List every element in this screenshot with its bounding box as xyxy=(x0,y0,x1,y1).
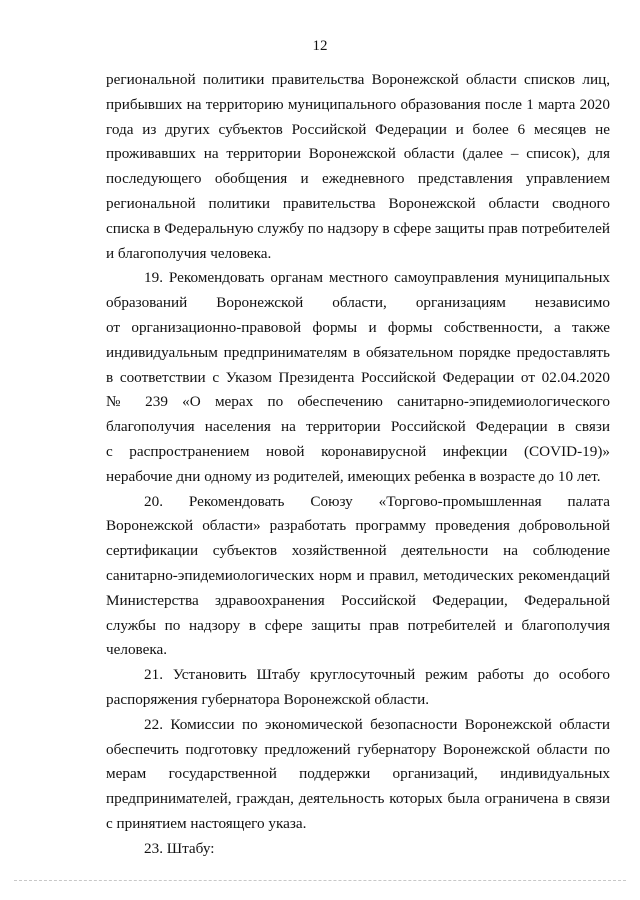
document-body xyxy=(106,68,610,862)
text-line: 20. Рекомендовать Союзу «Торгово-промышленная палата xyxy=(144,492,610,510)
page-bottom-edge xyxy=(14,880,626,881)
text-line: образований Воронежской области, организациям независимо xyxy=(106,294,610,312)
text-line: человека. xyxy=(106,641,168,659)
text-line: проживавших на территории Воронежской области (далее – список), для xyxy=(106,145,610,163)
text-line: 21. Установить Штабу круглосуточный режим работы до особого xyxy=(144,666,610,684)
text-line: № 239 «О мерах по обеспечению санитарно-эпидемиологического xyxy=(106,393,610,411)
text-line: предпринимателей, граждан, деятельность которых была ограничена в связи xyxy=(106,790,610,808)
text-line: и благополучия человека. xyxy=(106,244,272,262)
text-line: санитарно-эпидемиологических норм и правил, методических рекомендаций xyxy=(106,566,610,584)
text-line: Воронежской области» разработать программу проведения добровольной xyxy=(106,517,610,535)
text-line: обеспечить подготовку предложений губернатору Воронежской области по xyxy=(106,740,610,758)
text-line: сертификации субъектов хозяйственной деятельности на соблюдение xyxy=(106,542,610,560)
text-line: нерабочие дни одному из родителей, имеющих ребенка в возрасте до 10 лет. xyxy=(106,467,601,485)
text-line: 19. Рекомендовать органам местного самоуправления муниципальных xyxy=(144,269,610,287)
text-line: региональной политики правительства Воронежской области списков лиц, xyxy=(106,71,610,88)
text-line: распоряжения губернатора Воронежской области. xyxy=(106,690,429,708)
page-number: 12 xyxy=(312,38,328,54)
text-line: благополучия населения на территории Российской Федерации в связи xyxy=(106,418,610,436)
text-line: службы по надзору в сфере защиты прав потребителей и благополучия xyxy=(106,616,610,634)
text-line: 23. Штабу: xyxy=(144,839,215,857)
text-line: Министерства здравоохранения Российской Федерации, Федеральной xyxy=(106,591,610,609)
text-line: мерам государственной поддержки организаций, индивидуальных xyxy=(106,765,610,783)
text-line: года из других субъектов Российской Федерации и более 6 месяцев не xyxy=(106,120,610,138)
text-line: последующего обобщения и ежедневного представления управлением xyxy=(106,170,610,188)
text-line: прибывших на территорию муниципального образования после 1 марта 2020 xyxy=(106,95,610,113)
text-line: 22. Комиссии по экономической безопасности Воронежской области xyxy=(144,715,610,733)
text-line: региональной политики правительства Воронежской области сводного xyxy=(106,194,610,212)
text-line: с распространением новой коронавирусной инфекции (COVID-19)» xyxy=(106,442,610,460)
text-line: от организационно-правовой формы и формы собственности, а также xyxy=(106,318,610,336)
text-line: в соответствии с Указом Президента Российской Федерации от 02.04.2020 xyxy=(106,368,610,386)
text-line: списка в Федеральную службу по надзору в сфере защиты прав потребителей xyxy=(106,219,610,237)
text-line: индивидуальным предпринимателям в обязательном порядке предоставлять xyxy=(106,343,610,361)
text-line: с принятием настоящего указа. xyxy=(106,814,307,832)
